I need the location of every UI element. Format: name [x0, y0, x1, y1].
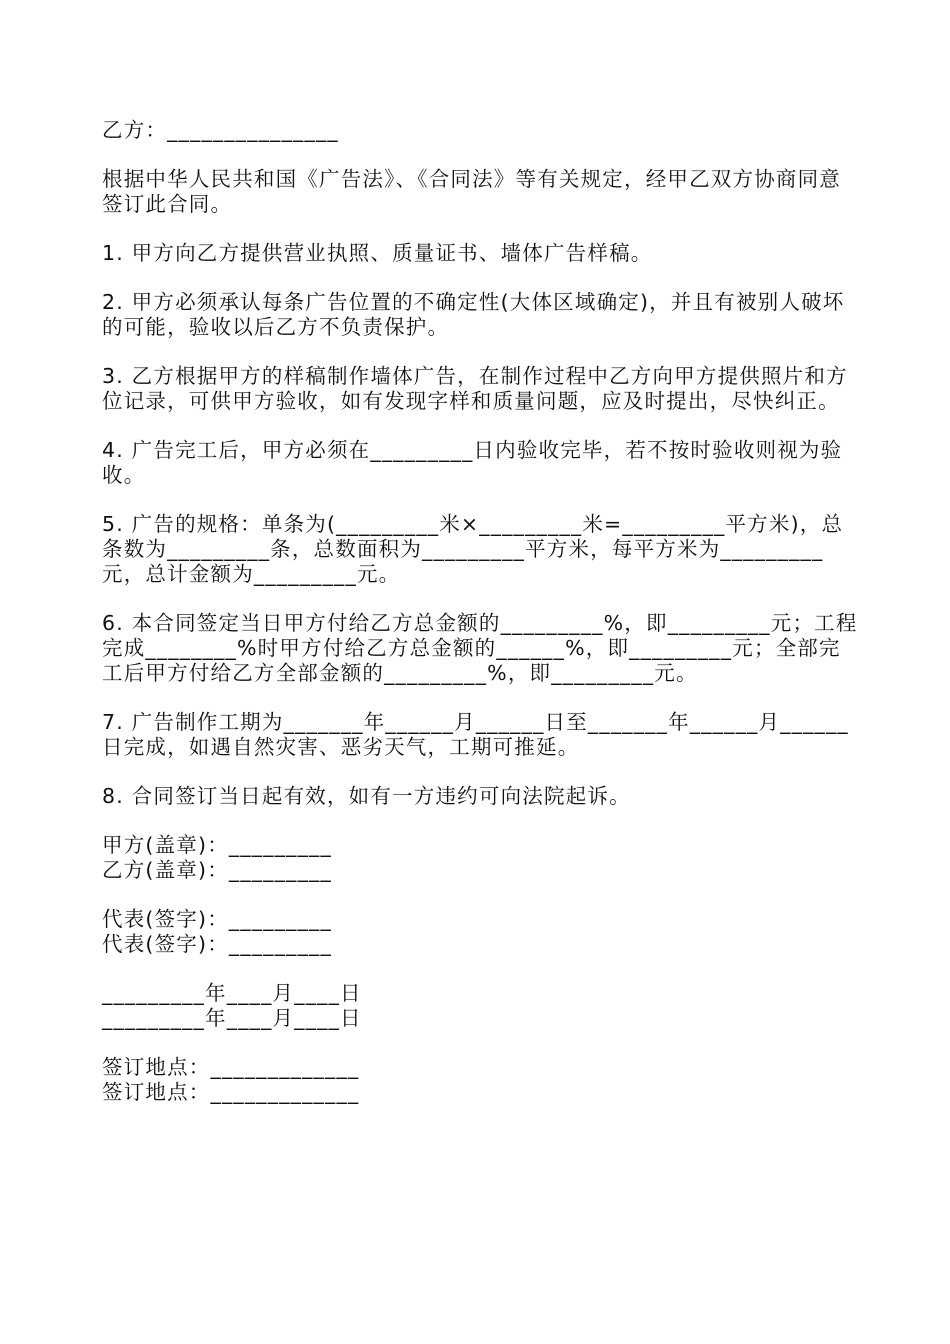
clause-1: 1. 甲方向乙方提供营业执照、质量证书、墙体广告样稿。	[102, 241, 653, 265]
clause-8: 8. 合同签订当日起有效，如有一方违约可向法院起诉。	[102, 784, 631, 808]
date-line-2: _________年____月____日	[102, 1006, 362, 1030]
signature-block	[102, 833, 862, 1105]
clause-7: 7. 广告制作工期为_______年______月______日至_______年______月______日完成，如遇自然灾害、恶劣天气，工期可推延。	[102, 710, 849, 759]
representative-sign-line-1: 代表(签字)：_________	[102, 907, 332, 931]
signing-place-line-1: 签订地点：_____________	[102, 1055, 360, 1079]
clause-3: 3. 乙方根据甲方的样稿制作墙体广告，在制作过程中乙方向甲方提供照片和方位记录，可供甲方验收，如有发现字样和质量问题，应及时提出，尽快纠正。	[102, 364, 848, 413]
signing-place-line-2: 签订地点：_____________	[102, 1080, 360, 1104]
representative-sign-line-2: 代表(签字)：_________	[102, 932, 332, 956]
party-b-seal-line: 乙方(盖章)：_________	[102, 858, 332, 882]
date-line-1: _________年____月____日	[102, 981, 362, 1005]
preamble: 根据中华人民共和国《广告法》、《合同法》等有关规定，经甲乙双方协商同意签订此合同。	[102, 167, 841, 216]
clause-4: 4. 广告完工后，甲方必须在_________日内验收完毕，若不按时验收则视为验收。	[102, 438, 843, 487]
clause-5: 5. 广告的规格：单条为(_________米×_________米=_________平方米)，总条数为_________条，总数面积为_________平方米，每平方米为_________元，总计金额为_________元。	[102, 512, 844, 586]
clause-2: 2. 甲方必须承认每条广告位置的不确定性(大体区域确定)，并且有被别人破坏的可能，验收以后乙方不负责保护。	[102, 290, 845, 339]
contract-page	[102, 118, 862, 1105]
clause-6: 6. 本合同签定当日甲方付给乙方总金额的_________%，即_________元；工程完成________%时甲方付给乙方总金额的______%，即_________元；全部完工后甲方付给乙方全部金额的_________%，即_________元。	[102, 611, 858, 685]
party-a-seal-line: 甲方(盖章)：_________	[102, 833, 332, 857]
party-b-line: 乙方：_______________	[102, 118, 339, 142]
